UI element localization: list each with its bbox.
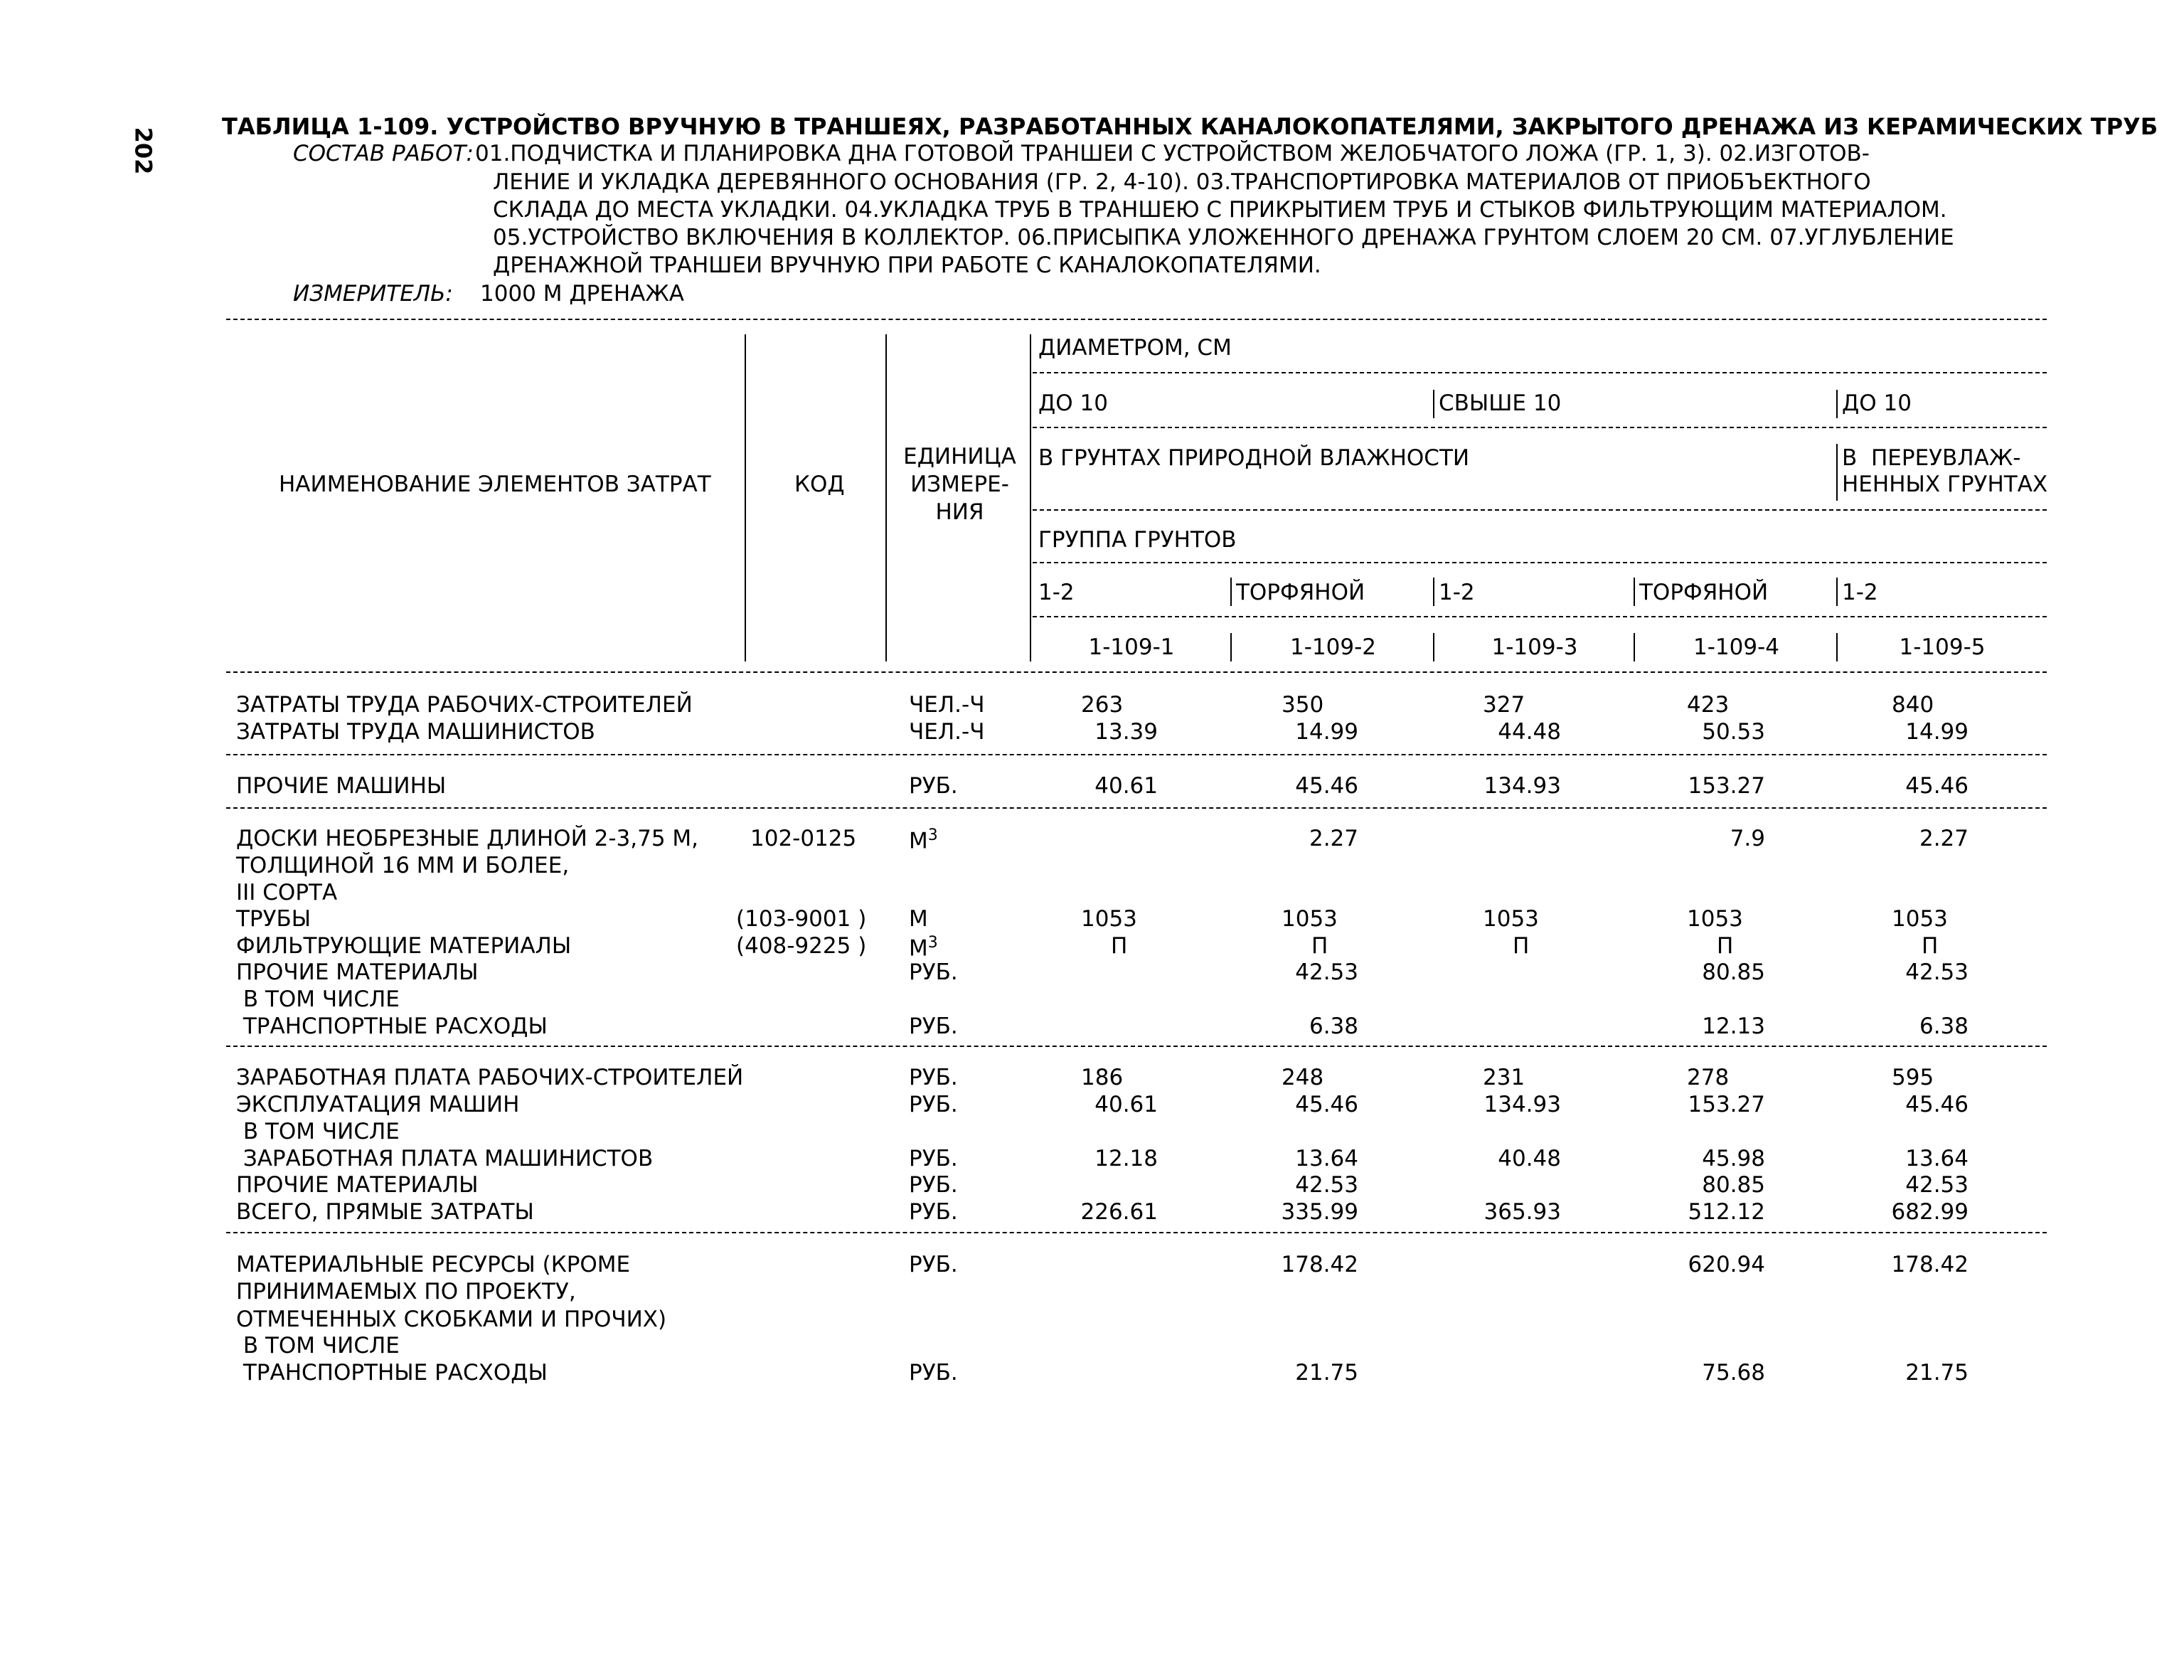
header-group: 1-2 xyxy=(1439,580,1475,605)
header-name: НАИМЕНОВАНИЕ ЭЛЕМЕНТОВ ЗАТРАТ xyxy=(279,472,711,497)
row-name: В ТОМ ЧИСЛЕ xyxy=(236,987,400,1012)
cell-value: П xyxy=(1111,933,1128,959)
page-number: 202 xyxy=(129,127,157,175)
header-column-code: 1-109-4 xyxy=(1693,634,1779,660)
cell-value: 335.99 xyxy=(1281,1199,1358,1225)
cell-value: 45.46 xyxy=(1905,773,1969,799)
table-title: ТАБЛИЦА 1-109. УСТРОЙСТВО ВРУЧНУЮ В ТРАНШЕЯХ, РАЗРАБОТАННЫХ КАНАЛОКОПАТЕЛЯМИ, ЗАКРЫТОГО ДРЕНАЖА ИЗ КЕРАМИЧЕСКИХ ТРУБ xyxy=(222,113,2158,140)
cell-value: 134.93 xyxy=(1483,773,1561,799)
sub-divider xyxy=(1836,633,1838,661)
row-code: 102-0125 xyxy=(750,826,857,851)
sub-divider xyxy=(1836,390,1838,418)
row-name: ПРОЧИЕ МАТЕРИАЛЫ xyxy=(236,959,479,985)
header-over10: СВЫШЕ 10 xyxy=(1439,390,1562,416)
row-unit: ЧЕЛ.-Ч xyxy=(909,692,985,718)
row-name: ОТМЕЧЕННЫХ СКОБКАМИ И ПРОЧИХ) xyxy=(236,1307,667,1332)
row-unit: РУБ. xyxy=(909,1360,958,1386)
cell-value: 21.75 xyxy=(1905,1360,1969,1386)
cell-value: 512.12 xyxy=(1688,1199,1765,1225)
row-name: ВСЕГО, ПРЯМЫЕ ЗАТРАТЫ xyxy=(236,1199,534,1225)
row-unit: РУБ. xyxy=(909,1065,958,1090)
cell-value: 2.27 xyxy=(1309,826,1358,851)
row-name: ЗАРАБОТНАЯ ПЛАТА МАШИНИСТОВ xyxy=(236,1146,654,1171)
cell-value: 1053 xyxy=(1081,906,1137,932)
header-do10b: ДО 10 xyxy=(1842,390,1912,416)
measure-label: ИЗМЕРИТЕЛЬ: xyxy=(293,281,453,307)
cell-value: 13.64 xyxy=(1905,1146,1969,1171)
cell-value: 80.85 xyxy=(1702,959,1765,985)
cell-value: 6.38 xyxy=(1309,1014,1358,1039)
cell-value: 40.61 xyxy=(1094,1092,1158,1117)
cell-value: 40.61 xyxy=(1094,773,1158,799)
row-code: (103-9001 ) xyxy=(736,906,867,932)
row-name: ТРАНСПОРТНЫЕ РАСХОДЫ xyxy=(236,1014,548,1039)
row-name: ФИЛЬТРУЮЩИЕ МАТЕРИАЛЫ xyxy=(236,933,572,959)
cell-value: 80.85 xyxy=(1702,1172,1765,1198)
row-unit: $М^3$ xyxy=(909,826,938,854)
section-rule xyxy=(226,807,2047,809)
header-rule xyxy=(1033,562,2047,563)
cell-value: 178.42 xyxy=(1891,1252,1969,1277)
header-bottom-rule xyxy=(226,671,2047,673)
col-divider xyxy=(745,334,746,661)
sub-divider xyxy=(1433,633,1434,661)
cell-value: 1053 xyxy=(1282,906,1338,932)
cell-value: 840 xyxy=(1892,692,1934,718)
row-name: ЗАТРАТЫ ТРУДА РАБОЧИХ-СТРОИТЕЛЕЙ xyxy=(236,692,693,718)
cell-value: 40.48 xyxy=(1498,1146,1561,1171)
header-top-rule xyxy=(226,319,2047,320)
cell-value: 12.13 xyxy=(1702,1014,1765,1039)
row-name: ДОСКИ НЕОБРЕЗНЫЕ ДЛИНОЙ 2-3,75 М, xyxy=(236,826,699,851)
section-rule xyxy=(226,1232,2047,1233)
cell-value: 278 xyxy=(1687,1065,1730,1090)
row-name: В ТОМ ЧИСЛЕ xyxy=(236,1333,400,1359)
header-rule xyxy=(1033,616,2047,617)
unit-superscript: 3 xyxy=(927,934,938,952)
cell-value: 50.53 xyxy=(1702,719,1765,745)
header-unit: ЕДИНИЦА xyxy=(903,444,1016,469)
header-soil-group: ГРУППА ГРУНТОВ xyxy=(1038,527,1237,553)
cell-value: 44.48 xyxy=(1498,719,1561,745)
cell-value: 350 xyxy=(1282,692,1324,718)
header-code: КОД xyxy=(794,472,845,497)
cell-value: П xyxy=(1311,933,1328,959)
cell-value: 42.53 xyxy=(1905,959,1969,985)
cell-value: 1053 xyxy=(1892,906,1948,932)
row-unit: РУБ. xyxy=(909,959,958,985)
row-name: ПРИНИМАЕМЫХ ПО ПРОЕКТУ, xyxy=(236,1279,576,1304)
cell-value: 153.27 xyxy=(1688,773,1765,799)
header-unit: ИЗМЕРЕ- xyxy=(910,472,1009,497)
cell-value: П xyxy=(1717,933,1734,959)
header-column-code: 1-109-2 xyxy=(1290,634,1376,660)
header-group: ТОРФЯНОЙ xyxy=(1236,580,1365,605)
cell-value: 327 xyxy=(1483,692,1525,718)
cell-value: 2.27 xyxy=(1919,826,1969,851)
composition-label: СОСТАВ РАБОТ: xyxy=(293,141,474,166)
cell-value: 12.18 xyxy=(1094,1146,1158,1171)
cell-value: 13.64 xyxy=(1295,1146,1358,1171)
composition-line: СКЛАДА ДО МЕСТА УКЛАДКИ. 04.УКЛАДКА ТРУБ В ТРАНШЕЮ С ПРИКРЫТИЕМ ТРУБ И СТЫКОВ ФИЛЬТРУЮЩИМ МАТЕРИАЛОМ. xyxy=(493,197,1947,223)
cell-value: 178.42 xyxy=(1281,1252,1358,1277)
cell-value: 45.98 xyxy=(1702,1146,1765,1171)
cell-value: 13.39 xyxy=(1094,719,1158,745)
row-name: ТРАНСПОРТНЫЕ РАСХОДЫ xyxy=(236,1360,548,1386)
header-wet: НЕННЫХ ГРУНТАХ xyxy=(1842,472,2048,497)
row-name: ТОЛЩИНОЙ 16 ММ И БОЛЕЕ, xyxy=(236,853,570,878)
cell-value: 248 xyxy=(1282,1065,1324,1090)
header-group: 1-2 xyxy=(1038,580,1075,605)
header-column-code: 1-109-5 xyxy=(1899,634,1986,660)
cell-value: 423 xyxy=(1687,692,1730,718)
row-name: ТРУБЫ xyxy=(236,906,311,932)
row-name: В ТОМ ЧИСЛЕ xyxy=(236,1119,400,1144)
composition-line: 01.ПОДЧИСТКА И ПЛАНИРОВКА ДНА ГОТОВОЙ ТРАНШЕИ С УСТРОЙСТВОМ ЖЕЛОБЧАТОГО ЛОЖА (ГР. 1, 3). 02.ИЗГОТОВ- xyxy=(475,141,1870,166)
cell-value: 75.68 xyxy=(1702,1360,1765,1386)
header-do10: ДО 10 xyxy=(1038,390,1108,416)
sub-divider xyxy=(1634,633,1635,661)
cell-value: 45.46 xyxy=(1905,1092,1969,1117)
cell-value: 365.93 xyxy=(1483,1199,1561,1225)
cell-value: 186 xyxy=(1081,1065,1124,1090)
cell-value: 14.99 xyxy=(1905,719,1969,745)
header-column-code: 1-109-1 xyxy=(1088,634,1175,660)
row-unit: РУБ. xyxy=(909,1092,958,1117)
row-name: ПРОЧИЕ МАТЕРИАЛЫ xyxy=(236,1172,479,1198)
cell-value: 1053 xyxy=(1687,906,1743,932)
sub-divider xyxy=(1634,578,1635,606)
header-wet: В ПЕРЕУВЛАЖ- xyxy=(1842,445,2021,471)
row-name: ЭКСПЛУАТАЦИЯ МАШИН xyxy=(236,1092,520,1117)
composition-line: ДРЕНАЖНОЙ ТРАНШЕИ ВРУЧНУЮ ПРИ РАБОТЕ С КАНАЛОКОПАТЕЛЯМИ. xyxy=(493,252,1321,278)
header-rule xyxy=(1033,509,2047,511)
cell-value: П xyxy=(1513,933,1530,959)
row-unit: РУБ. xyxy=(909,1199,958,1225)
cell-value: 14.99 xyxy=(1295,719,1358,745)
cell-value: 263 xyxy=(1081,692,1124,718)
header-column-code: 1-109-3 xyxy=(1491,634,1578,660)
sub-divider xyxy=(1433,390,1434,418)
header-group: ТОРФЯНОЙ xyxy=(1639,580,1769,605)
cell-value: 1053 xyxy=(1483,906,1539,932)
composition-line: 05.УСТРОЙСТВО ВКЛЮЧЕНИЯ В КОЛЛЕКТОР. 06.ПРИСЫПКА УЛОЖЕННОГО ДРЕНАЖА ГРУНТОМ СЛОЕМ 20 СМ. 07.УГЛУБЛЕНИЕ xyxy=(493,225,1954,250)
row-unit: РУБ. xyxy=(909,773,958,799)
header-unit: НИЯ xyxy=(935,499,984,525)
measure-value: 1000 М ДРЕНАЖА xyxy=(480,281,684,307)
cell-value: 45.46 xyxy=(1295,1092,1358,1117)
sub-divider xyxy=(1230,633,1232,661)
cell-value: 7.9 xyxy=(1730,826,1765,851)
sub-divider xyxy=(1230,578,1232,606)
header-group: 1-2 xyxy=(1842,580,1878,605)
header-rule xyxy=(1033,372,2047,373)
header-diameter: ДИАМЕТРОМ, СМ xyxy=(1038,335,1232,361)
row-name: ЗАТРАТЫ ТРУДА МАШИНИСТОВ xyxy=(236,719,595,745)
cell-value: П xyxy=(1922,933,1939,959)
row-unit: ЧЕЛ.-Ч xyxy=(909,719,985,745)
row-unit: РУБ. xyxy=(909,1172,958,1198)
row-unit: РУБ. xyxy=(909,1014,958,1039)
cell-value: 153.27 xyxy=(1688,1092,1765,1117)
composition-line: ЛЕНИЕ И УКЛАДКА ДЕРЕВЯННОГО ОСНОВАНИЯ (ГР. 2, 4-10). 03.ТРАНСПОРТИРОВКА МАТЕРИАЛОВ ОТ ПРИОБЪЕКТНОГО xyxy=(493,169,1871,195)
row-code: (408-9225 ) xyxy=(736,933,867,959)
section-rule xyxy=(226,754,2047,755)
sub-divider xyxy=(1836,444,1838,501)
col-divider xyxy=(885,334,887,661)
sub-divider xyxy=(1836,578,1838,606)
sub-divider xyxy=(1433,578,1434,606)
cell-value: 620.94 xyxy=(1688,1252,1765,1277)
col-divider xyxy=(1030,334,1031,661)
row-name: III СОРТА xyxy=(236,880,338,905)
row-unit: РУБ. xyxy=(909,1146,958,1171)
cell-value: 42.53 xyxy=(1295,1172,1358,1198)
cell-value: 45.46 xyxy=(1295,773,1358,799)
cell-value: 682.99 xyxy=(1891,1199,1969,1225)
cell-value: 42.53 xyxy=(1295,959,1358,985)
cell-value: 134.93 xyxy=(1483,1092,1561,1117)
row-name: МАТЕРИАЛЬНЫЕ РЕСУРСЫ (КРОМЕ xyxy=(236,1252,631,1277)
row-unit: М xyxy=(909,906,928,932)
row-name: ЗАРАБОТНАЯ ПЛАТА РАБОЧИХ-СТРОИТЕЛЕЙ xyxy=(236,1065,744,1090)
unit-superscript: 3 xyxy=(927,826,938,844)
cell-value: 6.38 xyxy=(1919,1014,1969,1039)
cell-value: 42.53 xyxy=(1905,1172,1969,1198)
header-rule xyxy=(1033,427,2047,428)
header-natural: В ГРУНТАХ ПРИРОДНОЙ ВЛАЖНОСТИ xyxy=(1038,445,1470,471)
cell-value: 21.75 xyxy=(1295,1360,1358,1386)
cell-value: 226.61 xyxy=(1080,1199,1158,1225)
cell-value: 231 xyxy=(1483,1065,1525,1090)
row-name: ПРОЧИЕ МАШИНЫ xyxy=(236,773,447,799)
cell-value: 595 xyxy=(1892,1065,1934,1090)
row-unit: РУБ. xyxy=(909,1252,958,1277)
section-rule xyxy=(226,1046,2047,1047)
row-unit: $М^3$ xyxy=(909,934,938,962)
